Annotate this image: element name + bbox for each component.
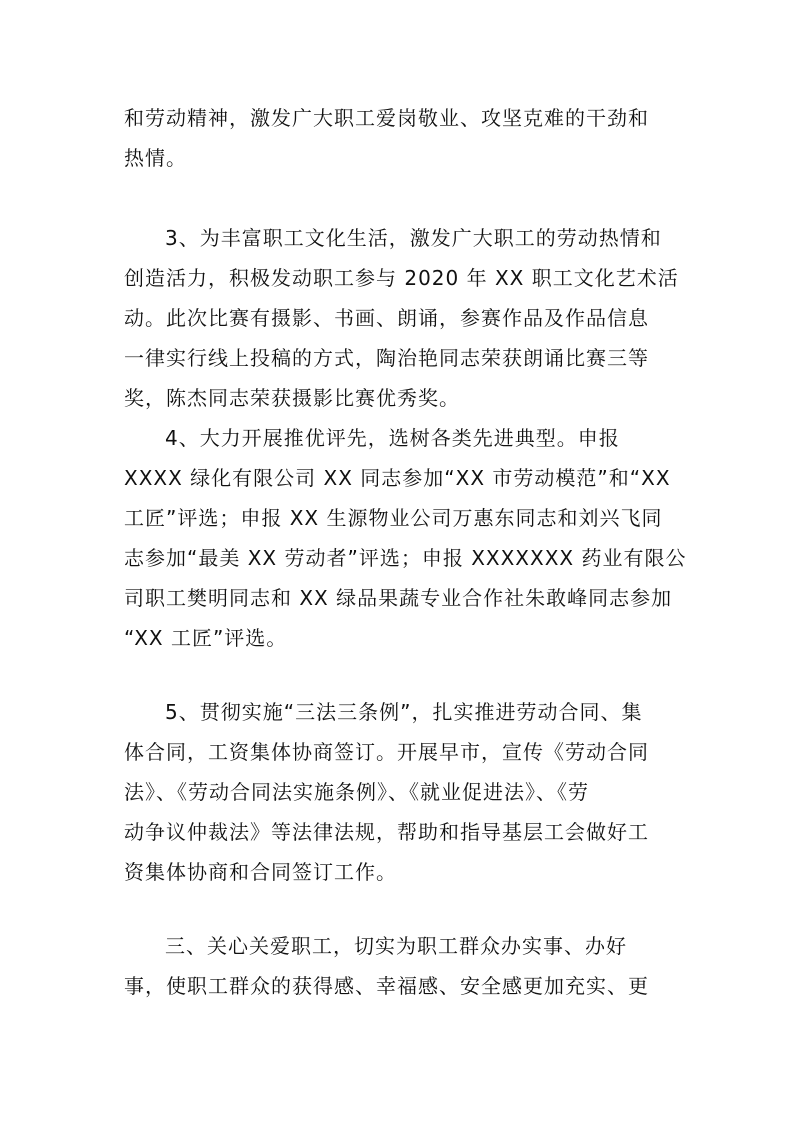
text-line: 动争议仲裁法》等法律法规，帮助和指导基层工会做好工: [124, 820, 649, 844]
text-line: 一律实行线上投稿的方式，陶治艳同志荣获朗诵比赛三等: [124, 346, 649, 370]
text-line: 资集体协商和合同签订工作。: [124, 860, 397, 884]
text-line: 司职工樊明同志和 XX 绿品果蔬专业合作社朱敢峰同志参加: [124, 586, 673, 610]
text-line: 工匠”评选；申报 XX 生源物业公司万惠东同志和刘兴飞同: [124, 506, 663, 530]
text-line: 奖，陈杰同志荣获摄影比赛优秀奖。: [124, 386, 460, 410]
text-line: 体合同，工资集体协商签订。开展早市，宣传《劳动合同: [124, 740, 649, 764]
text-line: 和劳动精神，激发广大职工爱岗敬业、攻坚克难的干劲和: [124, 106, 649, 130]
text-line: “XX 工匠”评选。: [124, 626, 288, 650]
text-line: 4、大力开展推优评先，选树各类先进典型。申报: [165, 426, 620, 450]
text-line: 志参加“最美 XX 劳动者”评选；申报 XXXXXXX 药业有限公: [124, 546, 687, 570]
text-line: 热情。: [124, 146, 187, 170]
text-line: 事，使职工群众的获得感、幸福感、安全感更加充实、更: [124, 974, 649, 998]
paragraph-section-3: [124, 926, 664, 1006]
paragraph-item-4: [124, 418, 687, 658]
text-line: 动。此次比赛有摄影、书画、朗诵，参赛作品及作品信息: [124, 306, 649, 330]
text-line: XXXX 绿化有限公司 XX 同志参加“XX 市劳动模范”和“XX: [124, 466, 671, 490]
section-heading-line: 三、关心关爱职工，切实为职工群众办实事、办好: [165, 934, 627, 958]
text-line: 法》、《劳动合同法实施条例》、《就业促进法》、《劳: [124, 780, 589, 804]
text-line: 5、贯彻实施“三法三条例”，扎实推进劳动合同、集: [165, 700, 643, 724]
text-line: 3、为丰富职工文化生活，激发广大职工的劳动热情和: [165, 226, 662, 250]
text-line: 创造活力，积极发动职工参与 2020 年 XX 职工文化艺术活: [124, 266, 679, 290]
paragraph-item-5: [124, 692, 664, 892]
paragraph-continuation: [124, 98, 664, 178]
paragraph-item-3: [124, 218, 679, 418]
